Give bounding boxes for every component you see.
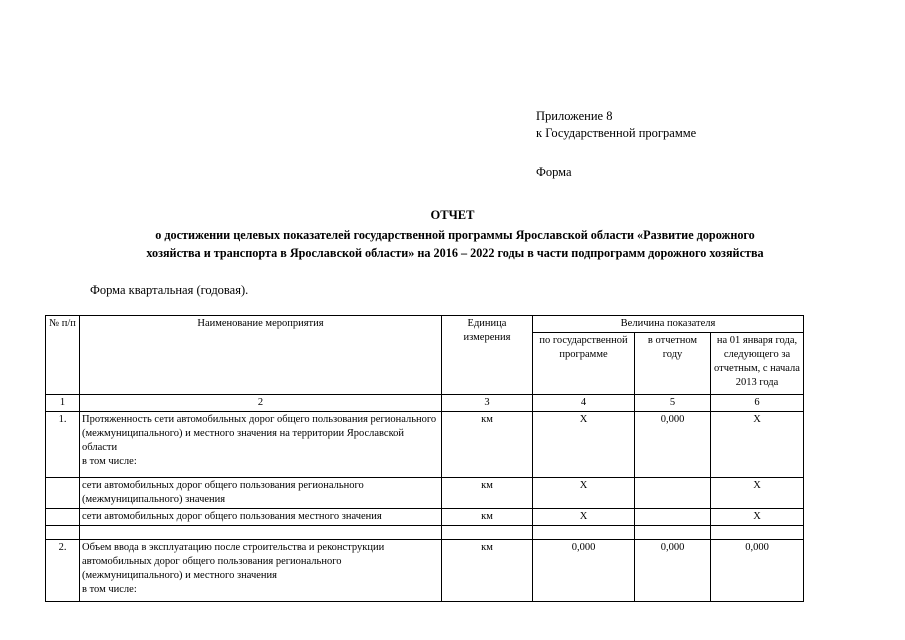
row-col5 [635, 509, 711, 526]
header-unit: Единица измерения [442, 316, 533, 395]
form-label: Форма [536, 165, 572, 179]
row-col4: 0,000 [533, 540, 635, 602]
header-num: № п/п [46, 316, 80, 395]
table-row [46, 540, 804, 602]
subtitle-line-2: хозяйства и транспорта в Ярославской области» на 2016 – 2022 годы в части подпрограмм дорожного хозяйства [146, 246, 764, 260]
row-unit: км [442, 412, 533, 478]
row-name: сети автомобильных дорог общего пользования местного значения [80, 509, 442, 526]
row-col6: 0,000 [711, 540, 804, 602]
table-row [46, 509, 804, 526]
report-subtitle [70, 226, 840, 262]
row-num: 1. [46, 412, 80, 478]
index-cell: 2 [80, 395, 442, 412]
header-name: Наименование мероприятия [80, 316, 442, 395]
index-cell: 6 [711, 395, 804, 412]
index-cell: 4 [533, 395, 635, 412]
row-col5 [635, 478, 711, 509]
table-spacer-row [46, 526, 804, 540]
appendix-block [536, 108, 696, 142]
row-unit: км [442, 540, 533, 602]
row-col6: Х [711, 412, 804, 478]
header-col6: на 01 января года, следующего за отчетным, с начала 2013 года [711, 333, 804, 395]
row-num [46, 478, 80, 509]
index-cell: 5 [635, 395, 711, 412]
row-num [46, 509, 80, 526]
appendix-line-1: Приложение 8 [536, 109, 613, 123]
row-unit: км [442, 478, 533, 509]
row-unit: км [442, 509, 533, 526]
table-row [46, 412, 804, 478]
index-cell: 1 [46, 395, 80, 412]
header-value-group: Величина показателя [533, 316, 804, 333]
form-type: Форма квартальная (годовая). [90, 283, 249, 297]
header-col5: в отчетном году [635, 333, 711, 395]
row-col6: Х [711, 478, 804, 509]
table-row [46, 478, 804, 509]
appendix-line-2: к Государственной программе [536, 126, 697, 140]
subtitle-line-1: о достижении целевых показателей государственной программы Ярославской области «Развитие дорожного [155, 228, 755, 242]
row-col4: Х [533, 412, 635, 478]
row-col5: 0,000 [635, 540, 711, 602]
row-name: Объем ввода в эксплуатацию после строительства и реконструкции автомобильных дорог общего пользования регионального (межмуниципального) и местного значения в том числе: [80, 540, 442, 602]
index-cell: 3 [442, 395, 533, 412]
row-col4: Х [533, 478, 635, 509]
report-table [45, 315, 804, 602]
row-col4: Х [533, 509, 635, 526]
header-col4: по государственной программе [533, 333, 635, 395]
row-col5: 0,000 [635, 412, 711, 478]
row-col6: Х [711, 509, 804, 526]
report-title: ОТЧЕТ [430, 208, 475, 222]
row-name: Протяженность сети автомобильных дорог общего пользования регионального (межмуниципального) и местного значения на территории Ярославской области в том числе: [80, 412, 442, 478]
row-name: сети автомобильных дорог общего пользования регионального (межмуниципального) значения [80, 478, 442, 509]
row-num: 2. [46, 540, 80, 602]
